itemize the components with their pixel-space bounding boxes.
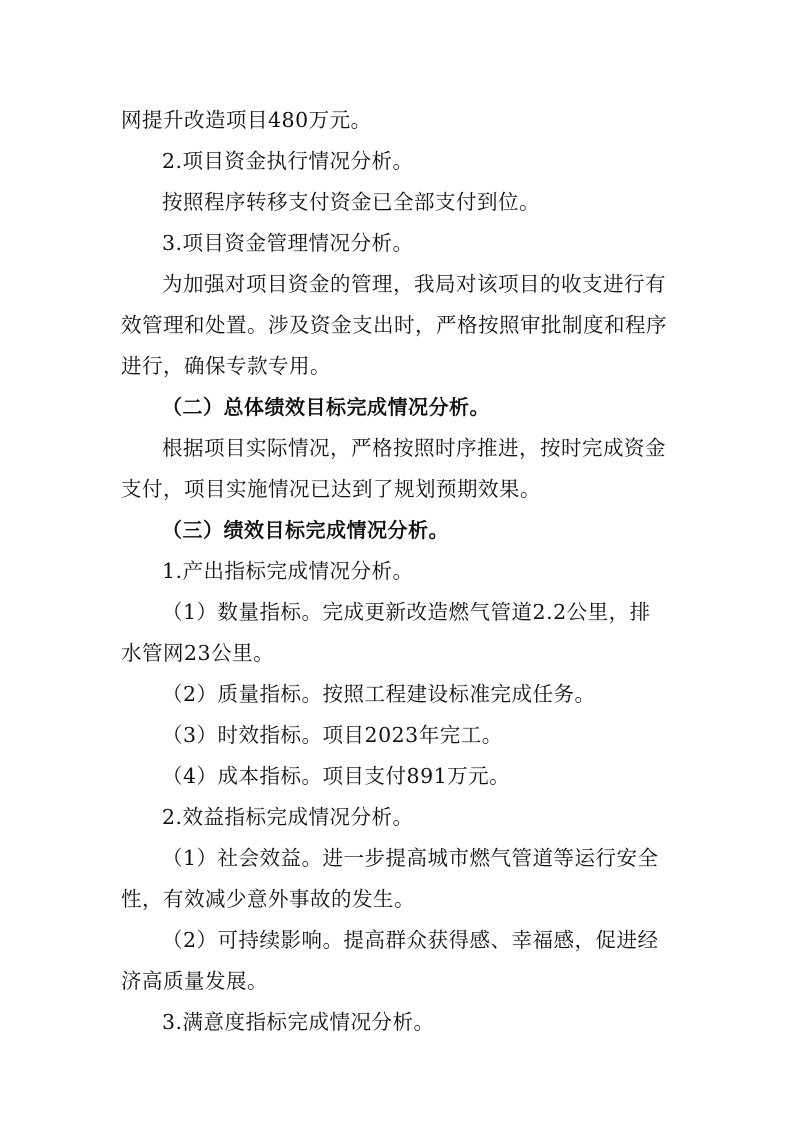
heading-output-indicators: 1.产出指标完成情况分析。 xyxy=(162,559,414,583)
text-line-quantity-2: 水管网23公里。 xyxy=(121,641,275,665)
text-line-overall-1: 根据项目实际情况，严格按照时序推进，按时完成资金 xyxy=(162,436,666,460)
text-line-social-benefit-2: 性，有效减少意外事故的发生。 xyxy=(121,887,415,911)
text-line-overall-2: 支付，项目实施情况已达到了规划预期效果。 xyxy=(121,477,541,501)
text-line-sustainability-2: 济高质量发展。 xyxy=(121,969,268,993)
text-line-cost: （4）成本指标。项目支付891万元。 xyxy=(162,764,511,788)
text-line-fund-transfer: 按照程序转移支付资金已全部支付到位。 xyxy=(162,190,540,214)
text-line-management-3: 进行，确保专款专用。 xyxy=(121,354,331,378)
section-heading-overall-performance: （二）总体绩效目标完成情况分析。 xyxy=(162,395,490,419)
heading-satisfaction-indicators: 3.满意度指标完成情况分析。 xyxy=(162,1010,435,1034)
text-line-management-1: 为加强对项目资金的管理，我局对该项目的收支进行有 xyxy=(162,272,666,296)
text-line-timeliness: （3）时效指标。项目2023年完工。 xyxy=(162,723,503,747)
heading-benefit-indicators: 2.效益指标完成情况分析。 xyxy=(162,805,414,829)
text-line-social-benefit-1: （1）社会效益。进一步提高城市燃气管道等运行安全 xyxy=(162,846,659,870)
heading-fund-management: 3.项目资金管理情况分析。 xyxy=(162,231,414,255)
text-line-management-2: 效管理和处置。涉及资金支出时，严格按照审批制度和程序 xyxy=(121,313,667,337)
text-line-sustainability-1: （2）可持续影响。提高群众获得感、幸福感，促进经 xyxy=(162,928,659,952)
text-line-quality: （2）质量指标。按照工程建设标准完成任务。 xyxy=(162,682,596,706)
section-heading-performance-goals: （三）绩效目标完成情况分析。 xyxy=(162,518,449,542)
text-line-quantity-1: （1）数量指标。完成更新改造燃气管道2.2公里，排 xyxy=(162,600,651,624)
text-line-project-amount: 网提升改造项目480万元。 xyxy=(121,108,372,132)
heading-fund-execution: 2.项目资金执行情况分析。 xyxy=(162,149,414,173)
